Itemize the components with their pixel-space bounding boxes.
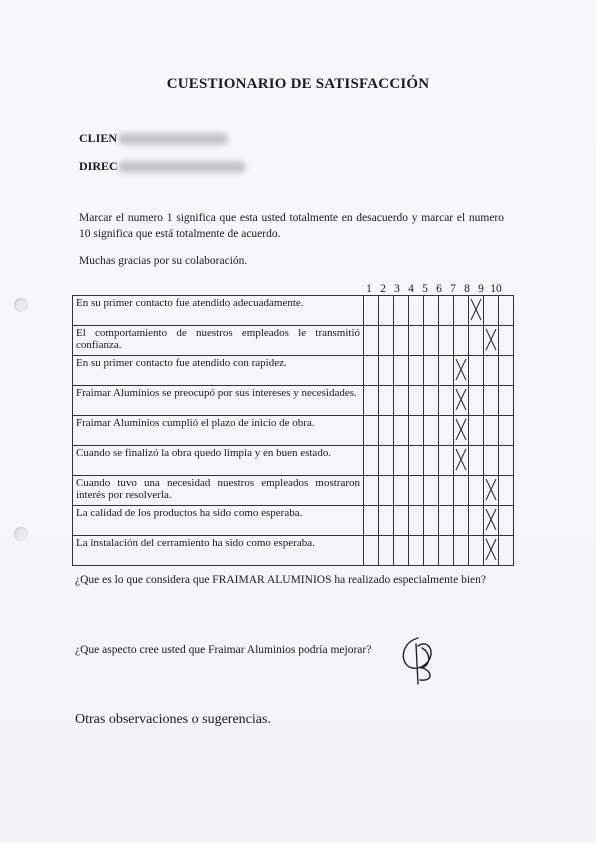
table-row — [73, 296, 514, 326]
score-cell-4[interactable] — [409, 536, 424, 566]
question-text: En su primer contacto fue atendido con rapidez. — [73, 356, 364, 386]
score-cell-2[interactable] — [379, 476, 394, 506]
score-cell-3[interactable] — [394, 476, 409, 506]
table-row — [73, 326, 514, 356]
score-cell-9[interactable] — [484, 416, 499, 446]
score-cell-6[interactable] — [439, 296, 454, 326]
redacted-client — [118, 133, 228, 145]
score-cell-8[interactable] — [469, 356, 484, 386]
score-cell-6[interactable] — [439, 416, 454, 446]
score-cell-7[interactable] — [454, 446, 469, 476]
score-cell-4[interactable] — [409, 386, 424, 416]
score-cell-7[interactable] — [454, 476, 469, 506]
score-cell-10[interactable] — [499, 356, 514, 386]
score-cell-2[interactable] — [379, 446, 394, 476]
table-row — [73, 416, 514, 446]
score-cell-2[interactable] — [379, 296, 394, 326]
score-cell-1[interactable] — [364, 296, 379, 326]
rating-table — [72, 295, 514, 566]
punch-hole — [14, 527, 28, 541]
score-cell-4[interactable] — [409, 296, 424, 326]
score-cell-2[interactable] — [379, 506, 394, 536]
score-cell-9[interactable] — [484, 356, 499, 386]
score-cell-4[interactable] — [409, 416, 424, 446]
open-question-2: ¿Que aspecto cree usted que Fraimar Aluminios podría mejorar? — [75, 644, 372, 656]
redacted-address — [118, 161, 246, 173]
score-cell-1[interactable] — [364, 446, 379, 476]
score-cell-7[interactable] — [454, 536, 469, 566]
scale-number: 9 — [478, 283, 484, 295]
score-cell-7[interactable] — [454, 386, 469, 416]
score-cell-4[interactable] — [409, 326, 424, 356]
x-mark-icon — [454, 416, 468, 443]
client-label: CLIEN — [79, 131, 118, 145]
thanks-text: Muchas gracias por su colaboración. — [79, 255, 248, 267]
score-cell-3[interactable] — [394, 326, 409, 356]
score-cell-10[interactable] — [499, 446, 514, 476]
address-label: DIREC — [79, 159, 118, 173]
score-cell-2[interactable] — [379, 356, 394, 386]
score-cell-2[interactable] — [379, 536, 394, 566]
score-cell-1[interactable] — [364, 386, 379, 416]
score-cell-7[interactable] — [454, 416, 469, 446]
scale-number: 6 — [436, 283, 442, 295]
scale-number: 2 — [380, 283, 386, 295]
punch-hole — [14, 298, 28, 312]
score-cell-7[interactable] — [454, 296, 469, 326]
score-cell-4[interactable] — [409, 506, 424, 536]
score-cell-5[interactable] — [424, 416, 439, 446]
scale-number: 1 — [366, 283, 372, 295]
x-mark-icon — [469, 296, 483, 323]
score-cell-9[interactable] — [484, 476, 499, 506]
score-cell-8[interactable] — [469, 386, 484, 416]
question-text: Cuando se finalizó la obra quedo limpia y en buen estado. — [73, 446, 364, 476]
score-cell-9[interactable] — [484, 296, 499, 326]
question-text: La instalación del cerramiento ha sido como esperaba. — [73, 536, 364, 566]
x-mark-icon — [484, 476, 498, 503]
score-cell-3[interactable] — [394, 416, 409, 446]
page-title: CUESTIONARIO DE SATISFACCIÓN — [166, 76, 430, 92]
x-mark-icon — [484, 536, 498, 563]
scale-number: 4 — [408, 283, 414, 295]
score-cell-6[interactable] — [439, 356, 454, 386]
score-cell-9[interactable] — [484, 386, 499, 416]
signature — [396, 634, 440, 690]
x-mark-icon — [454, 356, 468, 383]
score-cell-6[interactable] — [439, 446, 454, 476]
score-cell-5[interactable] — [424, 386, 439, 416]
question-text: En su primer contacto fue atendido adecuadamente. — [73, 296, 364, 326]
x-mark-icon — [484, 506, 498, 533]
score-cell-8[interactable] — [469, 416, 484, 446]
score-cell-7[interactable] — [454, 326, 469, 356]
score-cell-5[interactable] — [424, 506, 439, 536]
table-row — [73, 536, 514, 566]
scale-number: 8 — [464, 283, 470, 295]
score-cell-5[interactable] — [424, 476, 439, 506]
score-cell-5[interactable] — [424, 326, 439, 356]
question-text: Fraimar Aluminios cumplió el plazo de inicio de obra. — [73, 416, 364, 446]
table-row — [73, 506, 514, 536]
score-cell-4[interactable] — [409, 476, 424, 506]
table-row — [73, 476, 514, 506]
score-cell-1[interactable] — [364, 476, 379, 506]
table-row — [73, 446, 514, 476]
question-text: La calidad de los productos ha sido como esperaba. — [73, 506, 364, 536]
score-cell-6[interactable] — [439, 506, 454, 536]
score-cell-8[interactable] — [469, 506, 484, 536]
score-cell-10[interactable] — [499, 536, 514, 566]
score-cell-1[interactable] — [364, 356, 379, 386]
question-text: El comportamiento de nuestros empleados le transmitió confianza. — [73, 326, 364, 356]
question-text: Cuando tuvo una necesidad nuestros empleados mostraron interés por resolverla. — [73, 476, 364, 506]
score-cell-9[interactable] — [484, 326, 499, 356]
open-question-1: ¿Que es lo que considera que FRAIMAR ALUMINIOS ha realizado especialmente bien? — [75, 574, 487, 586]
score-cell-3[interactable] — [394, 386, 409, 416]
x-mark-icon — [454, 446, 468, 473]
score-cell-2[interactable] — [379, 386, 394, 416]
scale-number: 10 — [490, 283, 502, 295]
score-cell-2[interactable] — [379, 416, 394, 446]
score-cell-5[interactable] — [424, 356, 439, 386]
score-cell-2[interactable] — [379, 326, 394, 356]
score-cell-8[interactable] — [469, 296, 484, 326]
score-cell-9[interactable] — [484, 446, 499, 476]
score-cell-8[interactable] — [469, 446, 484, 476]
score-cell-1[interactable] — [364, 506, 379, 536]
score-cell-8[interactable] — [469, 326, 484, 356]
score-cell-3[interactable] — [394, 446, 409, 476]
score-cell-9[interactable] — [484, 506, 499, 536]
score-cell-10[interactable] — [499, 296, 514, 326]
score-cell-1[interactable] — [364, 416, 379, 446]
score-cell-3[interactable] — [394, 296, 409, 326]
score-cell-7[interactable] — [454, 356, 469, 386]
question-text: Fraimar Aluminios se preocupó por sus intereses y necesidades. — [73, 386, 364, 416]
score-cell-8[interactable] — [469, 536, 484, 566]
score-cell-5[interactable] — [424, 446, 439, 476]
scale-number: 7 — [450, 283, 456, 295]
score-cell-3[interactable] — [394, 356, 409, 386]
score-cell-9[interactable] — [484, 536, 499, 566]
scale-number: 5 — [422, 283, 428, 295]
score-cell-6[interactable] — [439, 536, 454, 566]
score-cell-10[interactable] — [499, 506, 514, 536]
x-mark-icon — [484, 326, 498, 353]
score-cell-10[interactable] — [499, 386, 514, 416]
instructions: Marcar el numero 1 significa que esta usted totalmente en desacuerdo y marcar el numero 10 significa que está totalmente de acuerdo. — [79, 212, 504, 240]
score-cell-6[interactable] — [439, 386, 454, 416]
score-cell-4[interactable] — [409, 356, 424, 386]
score-cell-8[interactable] — [469, 476, 484, 506]
x-mark-icon — [454, 386, 468, 413]
scale-number: 3 — [394, 283, 400, 295]
table-row — [73, 356, 514, 386]
table-row — [73, 386, 514, 416]
score-cell-5[interactable] — [424, 536, 439, 566]
observations-label: Otras observaciones o sugerencias. — [75, 712, 271, 727]
score-cell-10[interactable] — [499, 476, 514, 506]
score-cell-1[interactable] — [364, 536, 379, 566]
score-cell-7[interactable] — [454, 506, 469, 536]
score-cell-4[interactable] — [409, 446, 424, 476]
score-cell-1[interactable] — [364, 326, 379, 356]
score-cell-5[interactable] — [424, 296, 439, 326]
score-cell-3[interactable] — [394, 536, 409, 566]
score-cell-3[interactable] — [394, 506, 409, 536]
score-cell-10[interactable] — [499, 416, 514, 446]
score-cell-6[interactable] — [439, 326, 454, 356]
score-cell-10[interactable] — [499, 326, 514, 356]
score-cell-6[interactable] — [439, 476, 454, 506]
